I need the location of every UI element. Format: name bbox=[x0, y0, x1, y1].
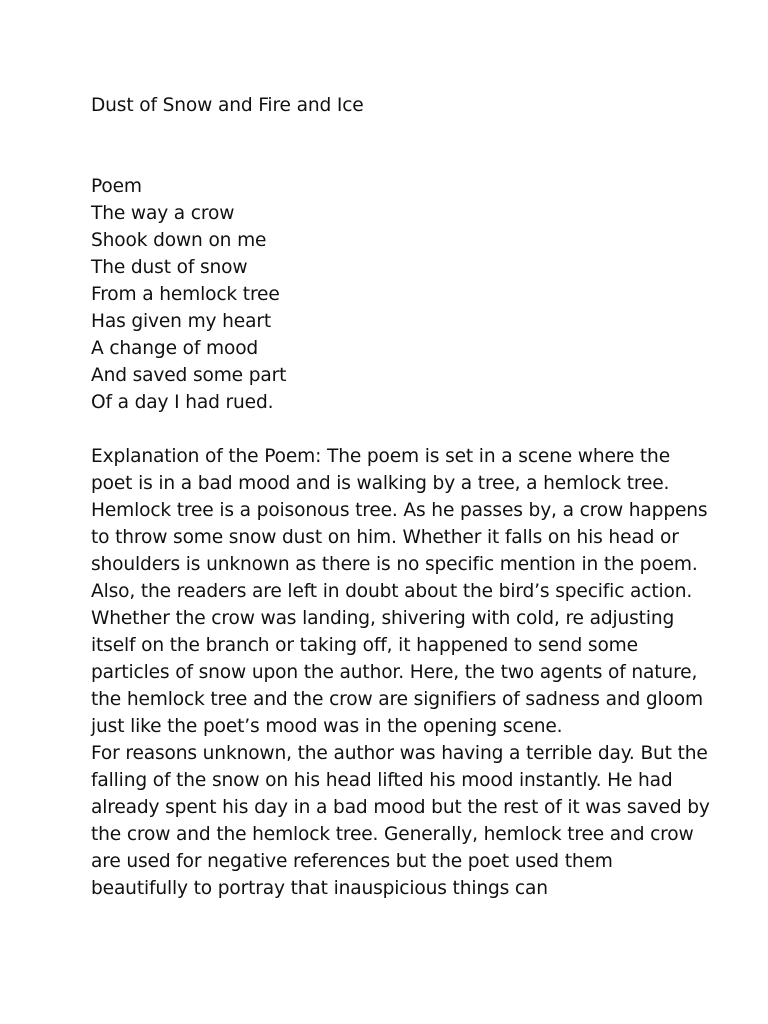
poem-line: A change of mood bbox=[91, 338, 259, 359]
poem-block bbox=[91, 173, 711, 416]
poem-line: Of a day I had rued. bbox=[91, 392, 274, 413]
explanation-paragraph: Explanation of the Poem: The poem is set in a scene where the poet is in a bad mood and is walking by a tree, a hemlock tree. Hemlock tree is a poisonous tree. As he passes by, a crow happens to throw some snow dust on him. Whether it falls on his head or shoulders is unknown as there is no specific mention in the poem. Also, the readers are left in doubt about the bird’s specific action. Whether the crow was landing, shivering with cold, re adjusting itself on the branch or taking off, it happened to send some particles of snow upon the author. Here, the two agents of nature, the hemlock tree and the crow are signifiers of sadness and gloom just like the poet’s mood was in the opening scene. bbox=[91, 446, 708, 737]
document-page bbox=[91, 92, 711, 902]
poem-line: The way a crow bbox=[91, 203, 235, 224]
document-title: Dust of Snow and Fire and Ice bbox=[91, 95, 364, 116]
poem-line: Has given my heart bbox=[91, 311, 271, 332]
poem-line: And saved some part bbox=[91, 365, 287, 386]
poem-spacer bbox=[91, 416, 711, 443]
poem-line: The dust of snow bbox=[91, 257, 248, 278]
body-paragraph: For reasons unknown, the author was having a terrible day. But the falling of the snow on his head lifted his mood instantly. He had already spent his day in a bad mood but the rest of it was saved by the crow and the hemlock tree. Generally, hemlock tree and crow are used for negative references but the poet used them beautifully to portray that inauspicious things can bbox=[91, 743, 710, 899]
poem-heading: Poem bbox=[91, 176, 142, 197]
poem-line: Shook down on me bbox=[91, 230, 267, 251]
title-spacer bbox=[91, 119, 711, 173]
poem-line: From a hemlock tree bbox=[91, 284, 280, 305]
